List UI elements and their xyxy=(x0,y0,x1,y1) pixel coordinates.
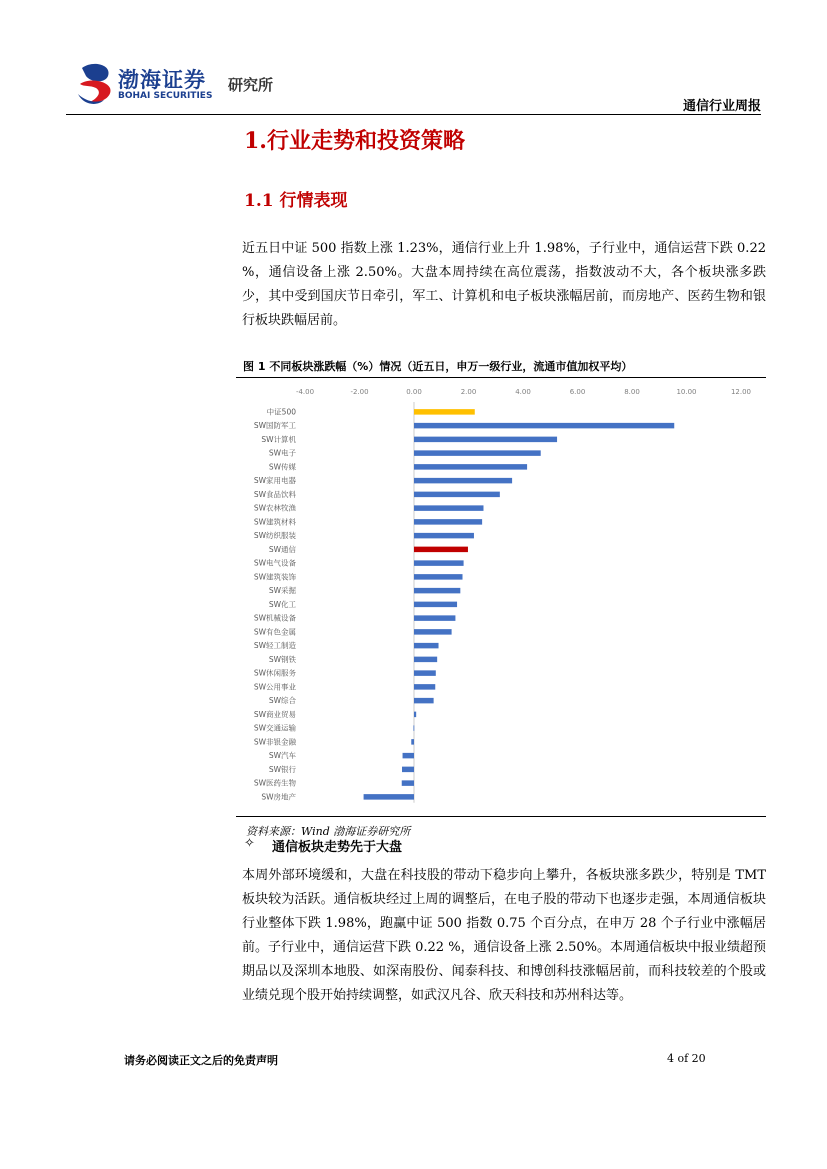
header-rule xyxy=(66,114,761,115)
x-tick-label: 10.00 xyxy=(676,388,697,396)
bar-13 xyxy=(414,588,460,594)
bar-9 xyxy=(414,533,474,539)
category-label: 中证500 xyxy=(266,407,296,417)
bar-28 xyxy=(364,794,414,800)
category-label: SW房地产 xyxy=(261,792,296,802)
category-label: SW电气设备 xyxy=(253,558,296,568)
bar-26 xyxy=(402,767,414,773)
bar-18 xyxy=(414,657,437,663)
bar-20 xyxy=(414,684,435,690)
x-tick-label: -4.00 xyxy=(295,388,315,396)
category-label: SW医药生物 xyxy=(253,778,296,788)
bar-1 xyxy=(414,423,674,429)
bar-27 xyxy=(402,780,414,786)
figure-source: 资料来源：Wind 渤海证券研究所 xyxy=(246,825,411,838)
bar-8 xyxy=(414,519,482,525)
bar-6 xyxy=(414,492,500,498)
logo xyxy=(78,62,318,108)
category-label: SW传媒 xyxy=(268,462,296,472)
logo-english-name: BOHAI SECURITIES xyxy=(118,91,213,101)
bar-7 xyxy=(414,505,483,511)
category-label: SW公用事业 xyxy=(253,682,296,692)
subsection-heading: 1.1 行情表现 xyxy=(244,191,348,211)
bar-11 xyxy=(414,560,464,566)
bohai-logo-icon xyxy=(78,62,114,106)
category-label: SW纺织服装 xyxy=(253,531,296,541)
sector-trend-paragraph: 本周外部环境缓和，大盘在科技股的带动下稳步向上攀升，各板块涨多跌少，特别是 TMT 板块较为活跃。通信板块经过上周的调整后，在电子股的带动下也逐步走强，本周通信板块行业整体下跌 1.98%，跑赢中证 500 指数 0.75 个百分点，在申万 28 个子行业中涨幅居前。子行业中，通信运营下跌 0.22 %，通信设备上涨 2.50%。本周通信板块中报业绩超预期品以及深圳本地股、如深南股份、闻泰科技、和博创科技涨幅居前，而科技较差的个股或业绩兑现个股开始持续调整，如武汉凡谷、欣天科技和苏州科达等。 xyxy=(242,868,766,1003)
category-label: SW家用电器 xyxy=(253,476,296,486)
x-tick-label: 2.00 xyxy=(460,388,477,396)
bar-15 xyxy=(414,615,455,621)
x-tick-label: 6.00 xyxy=(569,388,586,396)
institute-name: 研究所 xyxy=(228,76,274,94)
page-number: 4 of 20 xyxy=(667,1052,706,1065)
bar-16 xyxy=(414,629,452,635)
bar-14 xyxy=(414,602,457,608)
category-label: SW交通运输 xyxy=(253,723,296,733)
bar-5 xyxy=(414,478,512,484)
x-tick-label: 12.00 xyxy=(730,388,752,396)
bar-22 xyxy=(414,712,416,718)
bullet-title: 通信板块走势先于大盘 xyxy=(272,840,403,855)
x-tick-label: 4.00 xyxy=(515,388,531,396)
figure-top-rule xyxy=(236,377,766,378)
category-label: SW国防军工 xyxy=(253,421,296,431)
bullet-marker: ✧ xyxy=(244,836,255,851)
category-label: SW采掘 xyxy=(268,586,296,596)
bar-12 xyxy=(414,574,463,580)
category-label: SW非银金融 xyxy=(253,737,296,747)
category-label: SW汽车 xyxy=(268,751,296,761)
category-label: SW建筑装饰 xyxy=(253,572,296,582)
bar-10 xyxy=(414,547,468,553)
category-label: SW休闲服务 xyxy=(253,668,296,678)
report-type: 通信行业周报 xyxy=(682,99,761,114)
figure-bottom-rule xyxy=(236,816,766,817)
category-label: SW食品饮料 xyxy=(253,489,296,499)
category-label: SW化工 xyxy=(268,599,296,609)
bar-21 xyxy=(414,698,434,704)
category-label: SW建筑材料 xyxy=(253,517,296,527)
logo-chinese-name: 渤海证券 xyxy=(118,68,206,92)
figure-title: 图 1 不同板块涨跌幅（%）情况（近五日，申万一级行业，流通市值加权平均） xyxy=(243,360,633,373)
category-label: SW通信 xyxy=(268,544,296,554)
category-label: SW钢铁 xyxy=(268,654,296,664)
bar-2 xyxy=(414,437,557,443)
market-performance-paragraph: 近五日中证 500 指数上涨 1.23%，通信行业上升 1.98%，子行业中，通信运营下跌 0.22 %，通信设备上涨 2.50%。大盘本周持续在高位震荡，指数波动不大，各个板块涨多跌少，其中受到国庆节日牵引，军工、计算机和电子板块涨幅居前，而房地产、医药生物和银行板块跌幅居前。 xyxy=(242,241,766,328)
x-tick-label: 0.00 xyxy=(406,388,422,396)
x-tick-label: -2.00 xyxy=(350,388,369,396)
bar-19 xyxy=(414,670,436,676)
category-label: SW有色金属 xyxy=(253,627,296,637)
category-label: SW银行 xyxy=(268,764,296,774)
bar-4 xyxy=(414,464,527,470)
category-label: SW计算机 xyxy=(261,434,296,444)
bar-25 xyxy=(403,753,414,759)
category-label: SW综合 xyxy=(268,696,296,706)
category-label: SW轻工制造 xyxy=(253,641,296,651)
category-label: SW商业贸易 xyxy=(253,709,296,719)
category-label: SW农林牧渔 xyxy=(253,503,296,513)
x-tick-label: 8.00 xyxy=(624,388,640,396)
bar-23 xyxy=(413,725,414,731)
bar-3 xyxy=(414,450,541,456)
bar-0 xyxy=(414,409,475,415)
category-label: SW机械设备 xyxy=(253,613,296,623)
disclaimer-notice: 请务必阅读正文之后的免责声明 xyxy=(124,1054,278,1067)
bar-17 xyxy=(414,643,439,649)
section-heading: 1.行业走势和投资策略 xyxy=(244,128,465,154)
category-label: SW电子 xyxy=(268,448,296,458)
sector-change-bar-chart xyxy=(236,380,766,810)
bar-24 xyxy=(411,739,414,745)
